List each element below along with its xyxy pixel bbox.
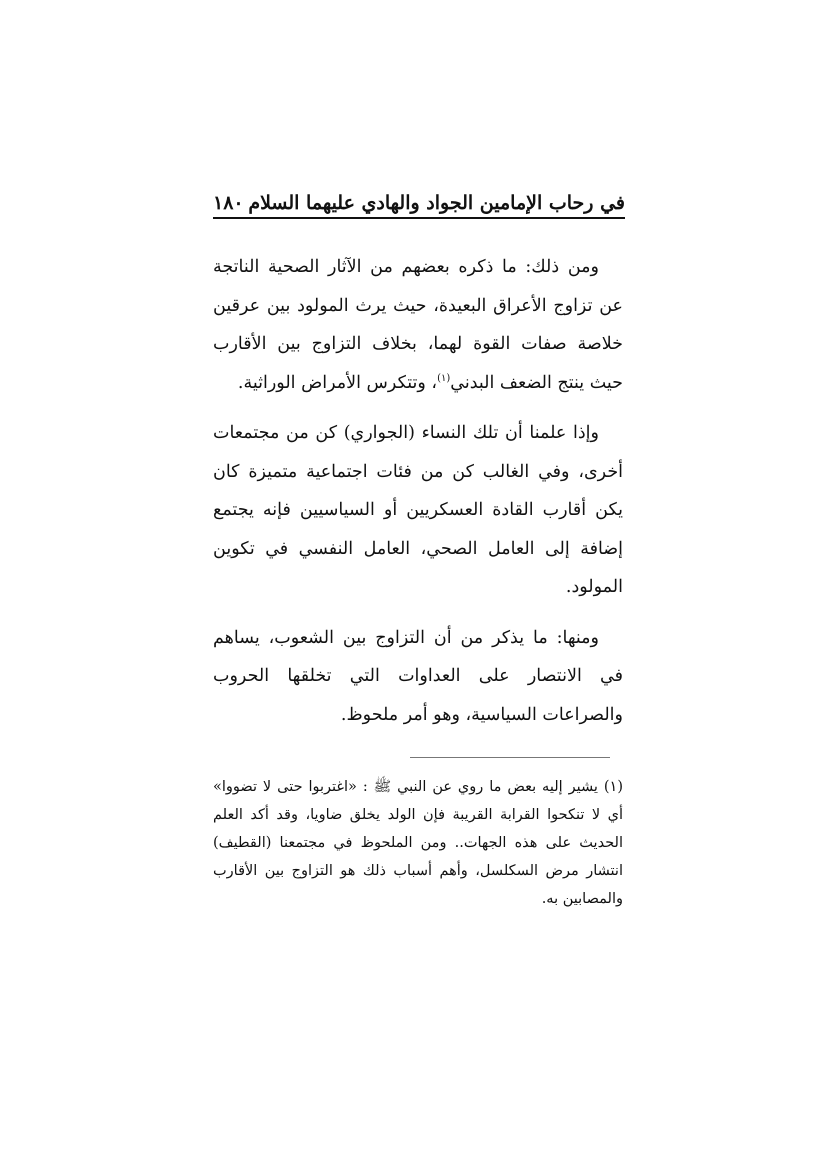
running-header [213,190,625,216]
paragraph-3: ومنها: ما يذكر من أن التزاوج بين الشعوب، يساهم في الانتصار على العداوات التي تخلقها الحروب والصراعات السياسية، وهو أمر ملحوظ. [213,627,623,725]
paragraph-1 [213,248,623,402]
header-title: في رحاب الإمامين الجواد والهادي عليهما السلام [248,192,625,214]
footnote: (١) يشير إليه بعض ما روي عن النبي ﷺ : «اغتربوا حتى لا تضووا» أي لا تنكحوا القرابة القريبة فإن الولد يخلق ضاويا، وقد أكد العلم الحديث على هذه الجهات.. ومن الملحوظ في مجتمعنا (القطيف) انتشار مرض السكلسل، وأهم أسباب ذلك هو التزاوج بين الأقارب والمصابين به. [213,779,623,907]
paragraph-1-tail: ، وتتكرس الأمراض الوراثية. [237,372,438,393]
footnote-separator [410,757,610,758]
paragraph-2: وإذا علمنا أن تلك النساء (الجواري) كن من مجتمعات أخرى، وفي الغالب كن من فئات اجتماعية متميزة كان يكن أقارب القادة العسكريين أو السياسيين فإنه يجتمع إضافة إلى العامل الصحي، العامل النفسي في تكوين المولود. [213,423,623,597]
footnote-reference: (١) [437,372,451,384]
header-rule [213,217,625,219]
page-number: ١٨٠ [213,192,244,214]
main-text [213,248,623,746]
paragraph-1-text: ومن ذلك: ما ذكره بعضهم من الآثار الصحية الناتجة عن تزاوج الأعراق البعيدة، حيث يرث المولود بين عرقين خلاصة صفات القوة لهما، بخلاف التزاوج بين الأقارب حيث ينتج الضعف البدني [213,257,623,393]
